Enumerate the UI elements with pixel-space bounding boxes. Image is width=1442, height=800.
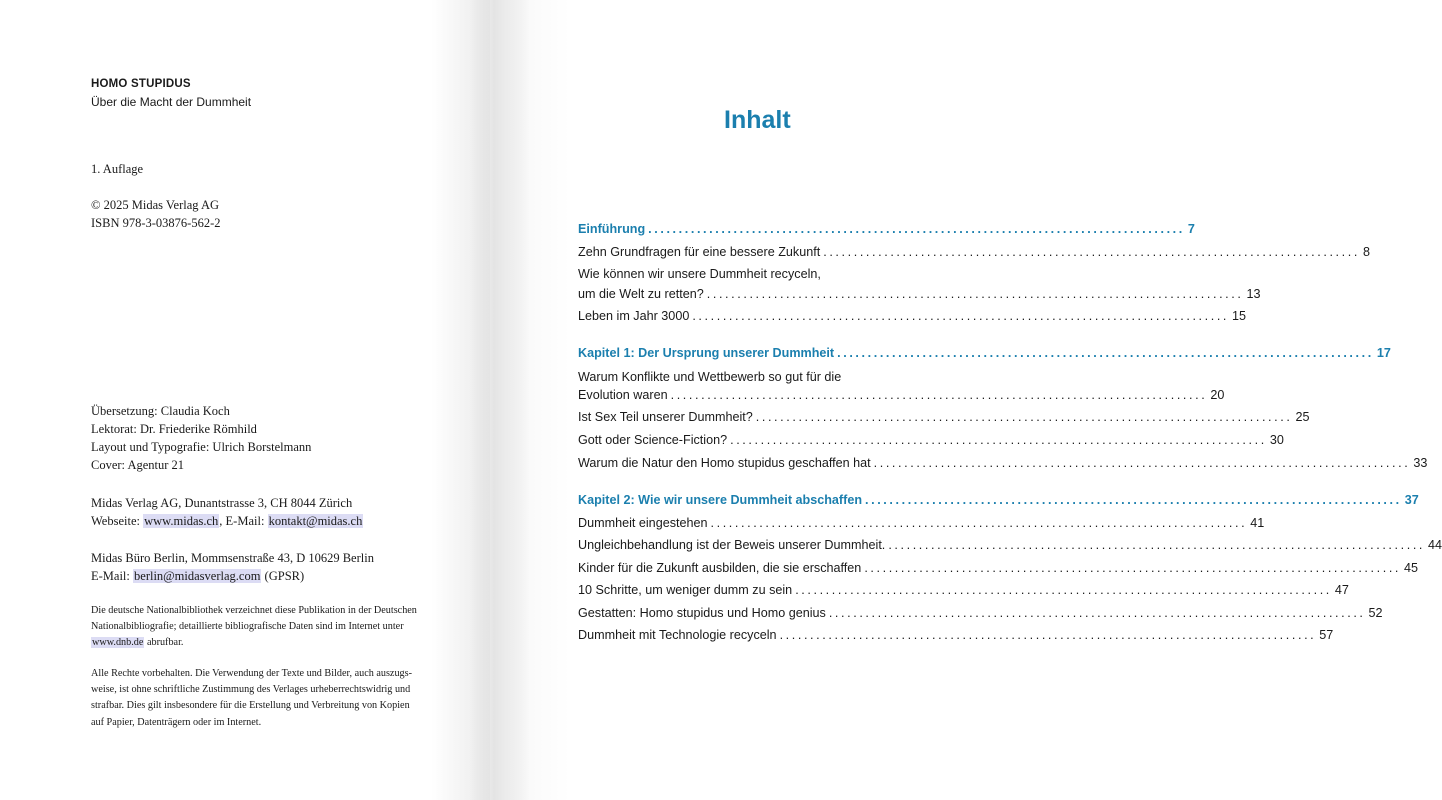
toc-entry-title: Einführung (578, 222, 646, 236)
toc-entry[interactable] (578, 628, 1334, 646)
toc-leader: ........................................................................................ (873, 456, 1411, 470)
toc-entry[interactable] (578, 583, 1349, 601)
toc-entry-title: Leben im Jahr 3000 (578, 309, 690, 323)
toc-entry[interactable] (578, 538, 1442, 556)
toc-entry-introduction[interactable] (578, 222, 1195, 240)
copyright: © 2025 Midas Verlag AG (91, 198, 220, 212)
toc-leader: ........................................................................................ (710, 516, 1248, 530)
toc-entry-page: 15 (1232, 309, 1247, 323)
toc-entry-title: Evolution waren (578, 388, 668, 402)
toc-entry-title-line[interactable]: Warum Konflikte und Wettbewerb so gut für die (578, 370, 842, 384)
toc-entry-page: 33 (1413, 456, 1428, 470)
toc-entry-title: Ungleichbehandlung ist der Beweis unserer Dummheit. (578, 538, 886, 552)
email-label: , E-Mail: (219, 514, 268, 528)
toc-leader: ........................................................................................ (670, 388, 1208, 402)
edition: 1. Auflage (91, 162, 144, 176)
isbn: ISBN 978-3-03876-562-2 (91, 216, 221, 230)
toc-entry-title: Warum die Natur den Homo stupidus geschaffen hat (578, 456, 871, 470)
toc-entry-title: Gott oder Science-Fiction? (578, 433, 728, 447)
dnb-line (91, 635, 451, 651)
layout-credit: Layout und Typografie: Ulrich Borstelmann (91, 440, 312, 454)
toc-leader: ........................................................................................ (864, 561, 1402, 575)
book-gutter (470, 0, 530, 800)
toc-entry-page: 47 (1334, 583, 1349, 597)
toc-entry-page: 30 (1269, 433, 1284, 447)
editing-credit: Lektorat: Dr. Friederike Römhild (91, 422, 257, 436)
rights-notice (91, 666, 451, 731)
toc-entry[interactable] (578, 433, 1284, 451)
dnb-line: Nationalbibliografie; detaillierte bibliografische Daten sind im Internet unter (91, 621, 404, 633)
toc-entry-page: 57 (1319, 628, 1334, 642)
berlin-email-link[interactable]: berlin@midasverlag.com (134, 569, 261, 583)
toc-entry-page: 20 (1210, 388, 1225, 402)
berlin-address: Midas Büro Berlin, Mommsenstraße 43, D 10629 Berlin (91, 551, 374, 565)
cover-credit: Cover: Agentur 21 (91, 458, 185, 472)
toc-entry[interactable] (578, 388, 1225, 406)
toc-entry-page: 45 (1404, 561, 1419, 575)
publisher-contact (91, 514, 363, 529)
toc-entry[interactable] (578, 410, 1310, 428)
toc-entry-title-line[interactable]: Wie können wir unsere Dummheit recyceln, (578, 267, 821, 281)
toc-leader: ........................................................................................ (755, 410, 1293, 424)
toc-heading: Inhalt (724, 106, 791, 134)
toc-entry-title: Kapitel 1: Der Ursprung unserer Dummheit (578, 346, 835, 360)
toc-leader: ........................................................................................ (888, 538, 1426, 552)
toc-leader: ........................................................................................ (692, 309, 1230, 323)
toc-entry-title: Kapitel 2: Wie wir unsere Dummheit abschaffen (578, 493, 863, 507)
toc-leader: ........................................................................................ (706, 287, 1244, 301)
toc-entry[interactable] (578, 245, 1370, 263)
dnb-line: Die deutsche Nationalbibliothek verzeichnet diese Publikation in der Deutschen (91, 605, 417, 616)
toc-entry-page: 37 (1404, 493, 1419, 507)
rights-line: weise, ist ohne schriftliche Zustimmung des Verlages urheberrechtswidrig und (91, 684, 411, 696)
toc-leader: ........................................................................................ (837, 346, 1374, 360)
toc-entry-title: Dummheit mit Technologie recyceln (578, 628, 777, 642)
toc-entry-title: Zehn Grundfragen für eine bessere Zukunft (578, 245, 821, 259)
toc-entry[interactable] (578, 561, 1419, 579)
toc-entry-title: um die Welt zu retten? (578, 287, 704, 301)
website-label: Webseite: (91, 514, 144, 528)
rights-line: auf Papier, Datenträgern oder im Internet. (91, 716, 262, 728)
email-link[interactable]: kontakt@midas.ch (268, 514, 363, 528)
toc-entry-chapter-2[interactable] (578, 493, 1419, 511)
toc-entry-title: Ist Sex Teil unserer Dummheit? (578, 410, 753, 424)
toc-leader: ........................................................................................ (795, 583, 1332, 597)
toc-entry[interactable] (578, 516, 1265, 534)
gpsr-note: (GPSR) (261, 569, 305, 583)
toc-entry-page: 8 (1362, 245, 1370, 259)
translation-credit: Übersetzung: Claudia Koch (91, 404, 230, 418)
dnb-suffix: abrufbar. (144, 637, 184, 649)
toc-leader: ........................................................................................ (648, 222, 1185, 236)
toc-entry-title: Gestatten: Homo stupidus und Homo genius (578, 606, 826, 620)
toc-leader: ........................................................................................ (730, 433, 1267, 447)
toc-entry-title: Kinder für die Zukunft ausbilden, die sie erschaffen (578, 561, 862, 575)
toc-leader: ........................................................................................ (823, 245, 1360, 259)
toc-entry[interactable] (578, 309, 1247, 327)
publisher-address: Midas Verlag AG, Dunantstrasse 3, CH 8044 Zürich (91, 496, 353, 510)
toc-entry-page: 41 (1250, 516, 1265, 530)
toc-leader: ........................................................................................ (828, 606, 1366, 620)
berlin-contact (91, 569, 304, 584)
toc-entry-chapter-1[interactable] (578, 346, 1391, 364)
toc-entry-page: 25 (1295, 410, 1310, 424)
dnb-link[interactable]: www.dnb.de (92, 637, 144, 649)
book-title: HOMO STUPIDUS (91, 78, 191, 90)
toc-entry-page: 44 (1428, 538, 1442, 552)
rights-line: Alle Rechte vorbehalten. Die Verwendung der Texte und Bilder, auch auszugs- (91, 668, 413, 679)
toc-entry-page: 7 (1187, 222, 1195, 236)
website-link[interactable]: www.midas.ch (144, 514, 219, 528)
toc-entry-title: 10 Schritte, um weniger dumm zu sein (578, 583, 793, 597)
rights-line: strafbar. Dies gilt insbesondere für die Erstellung und Verbreitung von Kopien (91, 700, 410, 712)
toc-entry-title: Dummheit eingestehen (578, 516, 708, 530)
toc-leader: ........................................................................................ (865, 493, 1402, 507)
toc-leader: ........................................................................................ (779, 628, 1317, 642)
toc-entry[interactable] (578, 287, 1261, 305)
toc-entry[interactable] (578, 606, 1383, 624)
toc-entry-page: 17 (1376, 346, 1391, 360)
berlin-email-label: E-Mail: (91, 569, 134, 583)
toc-entry[interactable] (578, 456, 1428, 474)
book-subtitle: Über die Macht der Dummheit (91, 95, 252, 109)
toc-entry-page: 13 (1246, 287, 1261, 301)
dnb-notice (91, 603, 451, 652)
toc-entry-page: 52 (1368, 606, 1383, 620)
